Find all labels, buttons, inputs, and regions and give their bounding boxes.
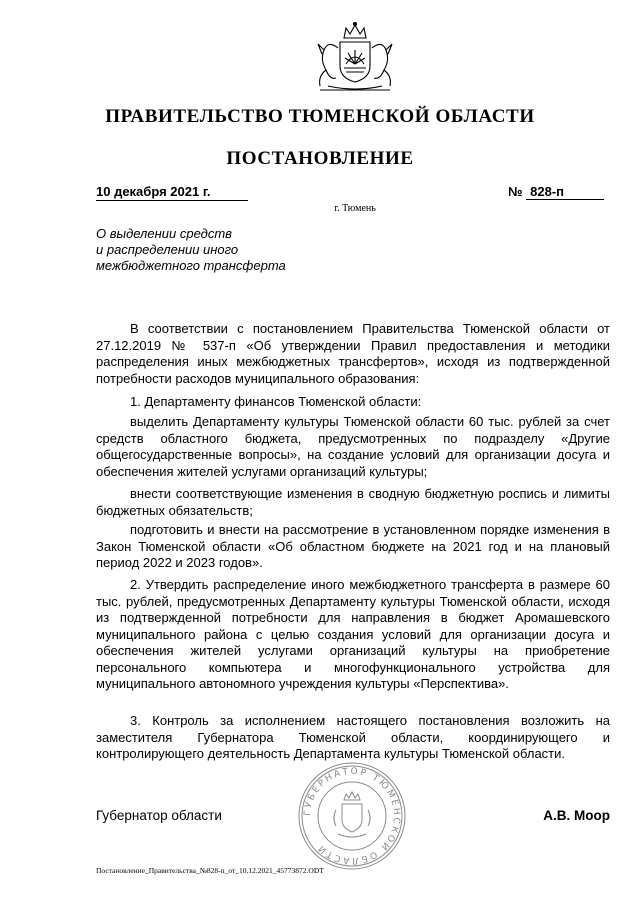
coat-of-arms-icon — [300, 20, 410, 104]
body-paragraph-item-1c: подготовить и внести на рассмотрение в установленном порядке изменения в Закон Тюменской области «Об областном бюджете на 2021 год и на плановый период 2022 и 2023 годов». — [96, 522, 610, 570]
document-type: ПОСТАНОВЛЕНИЕ — [226, 148, 414, 169]
number-sign: № — [508, 184, 523, 199]
city: г. Тюмень — [334, 203, 376, 214]
governor-seal-icon — [296, 760, 408, 872]
subject-line: О выделении средств — [96, 226, 232, 241]
signatory-name: А.В. Моор — [543, 808, 610, 823]
body-paragraph-item-3: 3. Контроль за исполнением настоящего постановления возложить на заместителя Губернатора Тюменской области, координирующего и контролирующего деятельность Департамента культуры Тюменской области. — [96, 713, 610, 761]
subject-line: межбюджетного трансферта — [96, 258, 286, 273]
signatory-title: Губернатор области — [96, 808, 222, 823]
body-paragraph-item-1b: внести соответствующие изменения в сводную бюджетную роспись и лимиты бюджетных обязательств; — [96, 486, 610, 518]
footer-filename: Постановление_Правительства_№828-п_от_10.12.2021_45773872.ODT — [96, 866, 324, 875]
body-paragraph-item-1: 1. Департаменту финансов Тюменской области: — [130, 394, 422, 409]
document-number-block — [508, 184, 604, 200]
document-subject — [96, 226, 336, 274]
document-date: 10 декабря 2021 г. — [96, 184, 248, 201]
body-paragraph-item-2: 2. Утвердить распределение иного межбюджетного трансферта в размере 60 тыс. рублей, предусмотренных Департаменту культуры Тюменской области, исходя из подтвержденной потребности для направления в бюджет Аромашевского муниципального района с целью создания условий для организации досуга и обеспечения жителей услугами организаций культуры на приобретение персонального компьютера и многофункционального устройства для муниципального автономного учреждения культуры «Перспектива». — [96, 577, 610, 691]
body-paragraph-preamble: В соответствии с постановлением Правительства Тюменской области от 27.12.2019 № 537-п «Об утверждении Правил предоставления и методики распределения иных межбюджетных трансфертов», исходя из подтвержденной потребности расходов муниципального образования: — [96, 321, 610, 386]
body-paragraph-item-1a: выделить Департаменту культуры Тюменской области 60 тыс. рублей за счет средств областного бюджета, предусмотренных по подразделу «Другие общегосударственные вопросы», на создание условий для организации досуга и обеспечения жителей услугами организаций культуры; — [96, 414, 610, 479]
seal-ring-text: ГУБЕРНАТОР ТЮМЕНСКОЙ ОБЛАСТИ — [302, 766, 402, 866]
document-number: 828-п — [526, 184, 604, 200]
subject-line: и распределении иного — [96, 242, 239, 257]
government-title: ПРАВИТЕЛЬСТВО ТЮМЕНСКОЙ ОБЛАСТИ — [105, 106, 535, 127]
